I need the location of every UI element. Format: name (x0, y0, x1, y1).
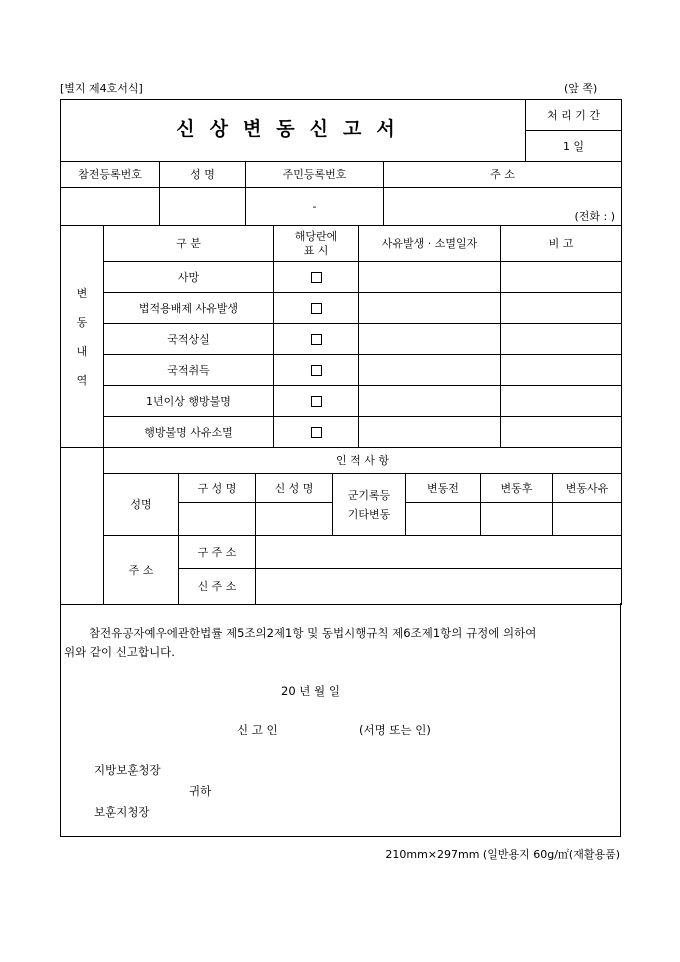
item-date-field[interactable] (359, 262, 501, 293)
item-remark-field[interactable] (501, 417, 622, 448)
before-field[interactable] (406, 503, 481, 536)
resident-no-field[interactable]: - (246, 188, 384, 226)
reporter-label: 신 고 인 (237, 723, 278, 737)
paper-spec-footer: 210mm×297mm (일반용지 60g/㎡(재활용품) (385, 848, 620, 861)
date-header: 사유발생 · 소멸일자 (359, 226, 501, 262)
declaration-box (60, 603, 621, 837)
address-change-label: 주 소 (104, 536, 179, 605)
title-table (60, 99, 622, 162)
before-header: 변동전 (406, 474, 481, 503)
remark-header: 비 고 (501, 226, 622, 262)
mark-header: 해당란에 표 시 (274, 226, 359, 262)
checkbox-icon[interactable] (311, 303, 322, 314)
recipient-regional: 지방보훈청장 (94, 763, 161, 777)
declaration-text-line1: 참전유공자예우에관한법률 제5조의2제1항 및 동법시행규칙 제6조제1항의 규정에 의하여 (89, 626, 537, 640)
item-label: 국적취득 (104, 355, 274, 386)
reason-header: 변동사유 (553, 474, 622, 503)
item-label: 국적상실 (104, 324, 274, 355)
item-date-field[interactable] (359, 417, 501, 448)
after-field[interactable] (481, 503, 553, 536)
item-label: 행방불명 사유소멸 (104, 417, 274, 448)
personal-side-spacer (61, 448, 104, 605)
old-name-header: 구 성 명 (179, 474, 256, 503)
form-code: [별지 제4호서식] (60, 82, 143, 95)
personal-section-title: 인 적 사 항 (104, 448, 622, 474)
page-side-label: (앞 쪽) (564, 82, 598, 95)
change-side-label: 변 동 내 역 (61, 226, 104, 448)
old-address-label: 구 주 소 (179, 536, 256, 569)
address-header: 주 소 (384, 162, 622, 188)
old-address-field[interactable] (256, 536, 622, 569)
item-checkbox[interactable] (274, 262, 359, 293)
item-checkbox[interactable] (274, 324, 359, 355)
item-remark-field[interactable] (501, 293, 622, 324)
name-field[interactable] (160, 188, 246, 226)
name-header: 성 명 (160, 162, 246, 188)
item-label: 1년이상 행방불명 (104, 386, 274, 417)
item-date-field[interactable] (359, 386, 501, 417)
name-change-label: 성명 (104, 474, 179, 536)
personal-details-table (60, 447, 622, 605)
reg-no-header: 참전등록번호 (61, 162, 160, 188)
declaration-text-line2: 위와 같이 신고합니다. (64, 645, 175, 659)
military-record-label: 군기록등 기타변동 (333, 474, 406, 536)
item-checkbox[interactable] (274, 293, 359, 324)
new-address-label: 신 주 소 (179, 569, 256, 605)
honorific: 귀하 (189, 784, 212, 798)
item-checkbox[interactable] (274, 417, 359, 448)
checkbox-icon[interactable] (311, 396, 322, 407)
person-info-table (60, 161, 622, 226)
checkbox-icon[interactable] (311, 427, 322, 438)
new-address-field[interactable] (256, 569, 622, 605)
declaration-date[interactable]: 20 년 월 일 (281, 684, 340, 698)
after-header: 변동후 (481, 474, 553, 503)
item-remark-field[interactable] (501, 324, 622, 355)
new-name-field[interactable] (256, 503, 333, 536)
item-remark-field[interactable] (501, 262, 622, 293)
reg-no-field[interactable] (61, 188, 160, 226)
item-remark-field[interactable] (501, 386, 622, 417)
checkbox-icon[interactable] (311, 365, 322, 376)
item-date-field[interactable] (359, 355, 501, 386)
item-checkbox[interactable] (274, 386, 359, 417)
item-checkbox[interactable] (274, 355, 359, 386)
old-name-field[interactable] (179, 503, 256, 536)
item-remark-field[interactable] (501, 355, 622, 386)
change-table (60, 225, 622, 448)
recipient-branch: 보훈지청장 (94, 805, 150, 819)
item-date-field[interactable] (359, 293, 501, 324)
resident-no-header: 주민등록번호 (246, 162, 384, 188)
item-label: 사망 (104, 262, 274, 293)
address-field[interactable]: (전화 : ) (384, 188, 622, 226)
new-name-header: 신 성 명 (256, 474, 333, 503)
signature-field[interactable]: (서명 또는 인) (359, 723, 431, 737)
checkbox-icon[interactable] (311, 334, 322, 345)
processing-period-value: 1 일 (526, 131, 622, 162)
category-header: 구 분 (104, 226, 274, 262)
form-title: 신상변동신고서 (61, 100, 526, 162)
processing-period-label: 처 리 기 간 (526, 100, 622, 131)
item-date-field[interactable] (359, 324, 501, 355)
reason-field[interactable] (553, 503, 622, 536)
item-label: 법적용배제 사유발생 (104, 293, 274, 324)
checkbox-icon[interactable] (311, 272, 322, 283)
